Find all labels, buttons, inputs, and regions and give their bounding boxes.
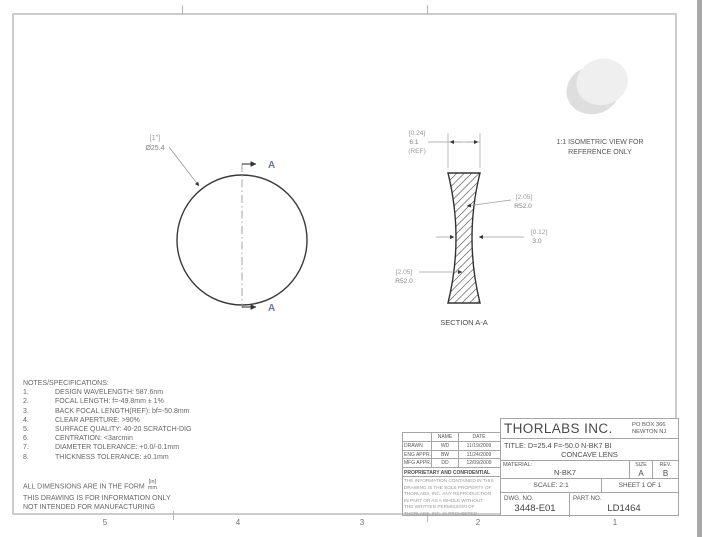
proprietary-legal-text (403, 477, 500, 518)
approval-date: 11/19/2009 (458, 442, 499, 449)
note-item (23, 443, 283, 452)
edge-thickness-inch: [0.24] (408, 130, 426, 137)
dwg-number-cell (501, 493, 569, 517)
not-for-mfg-note: NOT INTENDED FOR MANUFACTURING (23, 504, 156, 511)
front-view-circle (177, 175, 307, 305)
note-text: BACK FOCAL LENGTH(REF): bf=-50.8mm (55, 407, 190, 415)
note-text: CENTRATION: <3arcmin (55, 435, 133, 443)
note-item (23, 416, 283, 425)
approvals-header-blank (403, 433, 431, 441)
drawing-title-line2: CONCAVE LENS (561, 449, 618, 459)
approval-date: 11/24/2009 (458, 451, 499, 458)
notes-block (23, 379, 283, 462)
note-number: 4. (23, 416, 29, 424)
approvals-row-mfg (403, 458, 500, 466)
approval-role: ENG APPR. (404, 451, 431, 458)
approvals-header-name: NAME (431, 433, 458, 441)
radius-top-inch: [2.05] (515, 194, 533, 201)
radius-bottom-mm: R52.0 (395, 278, 413, 285)
address-line2: NEWTON NJ (632, 428, 667, 435)
legal-line: DRAWING IS THE SOLE PROPERTY OF (404, 484, 492, 490)
approval-role: DRAWN (404, 443, 423, 450)
dimensions-note-text: ALL DIMENSIONS ARE IN THE FORM (23, 483, 145, 491)
drawing-title-row (501, 438, 678, 460)
diameter-label-inch: [1"] (149, 135, 161, 142)
legal-line: THORLABS, INC. IS PROHIBITED. (404, 510, 479, 516)
zone-number: 5 (102, 518, 108, 527)
proprietary-heading: PROPRIETARY AND CONFIDENTIAL (403, 467, 500, 477)
scale-value: SCALE: 2:1 (533, 482, 569, 489)
material-cell (501, 461, 629, 478)
section-label-bottom: A (268, 303, 276, 314)
part-number-label: PART NO. (573, 495, 602, 502)
sheet-value: SHEET 1 OF 1 (601, 479, 678, 492)
title-block (500, 418, 679, 516)
note-number: 3. (23, 407, 29, 415)
part-number-cell (569, 493, 678, 517)
size-label: SIZE (635, 462, 647, 468)
note-text: FOCAL LENGTH: f=-49.8mm ± 1% (55, 398, 164, 406)
dimension-format-fraction (148, 480, 157, 492)
note-number: 8. (23, 453, 29, 461)
approval-role: MFG APPR. (404, 460, 431, 467)
legal-line: THE WRITTEN PERMISSION OF (404, 504, 475, 510)
dwg-number-value: 3448-E01 (514, 503, 556, 514)
radius-top-mm: R52.0 (514, 203, 532, 210)
approvals-table (402, 432, 500, 516)
drawing-title-line1: TITLE: D=25.4 F=-50.0 N-BK7 BI (504, 440, 612, 450)
note-text: DIAMETER TOLERANCE: +0.0/-0.1mm (55, 444, 180, 452)
section-view-title: SECTION A-A (440, 318, 488, 327)
approvals-header-date: DATE (458, 433, 499, 441)
center-thickness-inch: [0.12] (530, 229, 548, 236)
note-text: SURFACE QUALITY: 40-20 SCRATCH-DIG (55, 426, 192, 434)
rev-value: B (662, 469, 669, 478)
approvals-row-eng (403, 450, 500, 458)
note-number: 2. (23, 398, 29, 406)
note-text: DESIGN WAVELENGTH: 587.6nm (55, 389, 164, 397)
diameter-label-mm: Ø25.4 (145, 145, 165, 152)
legal-line: THE INFORMATION CONTAINED IN THIS (404, 478, 494, 484)
company-name: THORLABS INC. (504, 421, 613, 436)
note-item (23, 397, 283, 406)
note-number: 7. (23, 444, 29, 452)
fraction-inch: [in] (148, 479, 157, 485)
note-item (23, 388, 283, 397)
approval-name: WD (431, 442, 458, 449)
zone-number: 3 (359, 518, 365, 527)
size-cell (629, 461, 652, 478)
radius-bottom-inch: [2.05] (395, 269, 413, 276)
approvals-row-drawn (403, 441, 500, 449)
dimensions-note (23, 481, 157, 493)
center-thickness-mm: 3.0 (532, 238, 542, 245)
zone-number: 2 (475, 518, 481, 527)
zone-number: 4 (235, 518, 241, 527)
material-value: N-BK7 (553, 468, 577, 477)
approval-name: DD (431, 459, 458, 466)
iso-caption-line1: 1:1 ISOMETRIC VIEW FOR (556, 139, 644, 146)
info-only-note: THIS DRAWING IS FOR INFORMATION ONLY (23, 495, 171, 502)
material-row (501, 460, 678, 478)
zone-number: 1 (612, 518, 618, 527)
note-number: 5. (23, 426, 29, 434)
approval-name: BW (431, 451, 458, 458)
notes-heading: NOTES/SPECIFICATIONS: (23, 380, 109, 387)
iso-caption-line2: REFERENCE ONLY (568, 149, 632, 156)
legal-line: IN PART OR AS A WHOLE WITHOUT (404, 497, 484, 503)
material-label: MATERIAL: (503, 462, 533, 468)
note-item (23, 425, 283, 434)
note-number: 6. (23, 435, 29, 443)
diameter-leader-line (169, 147, 199, 186)
rev-cell (652, 461, 678, 478)
note-item (23, 453, 283, 462)
note-item (23, 407, 283, 416)
note-text: CLEAR APERTURE: >90% (55, 416, 140, 424)
edge-thickness-mm: 6.1 (409, 139, 419, 146)
edge-thickness-ref: (REF) (408, 148, 426, 155)
numbers-row (501, 492, 678, 517)
iso-lens-disc (559, 52, 636, 121)
legal-line: THORLABS, INC. ANY REPRODUCTION (404, 491, 492, 497)
size-value: A (638, 469, 644, 478)
note-text: THICKNESS TOLERANCE: ±0.1mm (55, 453, 169, 461)
lens-section-outline (448, 173, 480, 303)
section-label-top: A (268, 160, 276, 171)
note-item (23, 434, 283, 443)
address-line1: PO BOX 366 (632, 421, 666, 428)
scale-row (501, 478, 678, 492)
dwg-number-label: DWG. NO. (504, 495, 534, 502)
company-address (632, 422, 678, 435)
company-row (501, 419, 678, 438)
part-number-value: LD1464 (607, 503, 641, 514)
approval-date: 12/09/2009 (458, 459, 499, 466)
note-number: 1. (23, 389, 29, 397)
rev-label: REV. (659, 462, 672, 468)
approvals-header-row (403, 433, 500, 441)
fraction-mm: mm (147, 484, 158, 491)
